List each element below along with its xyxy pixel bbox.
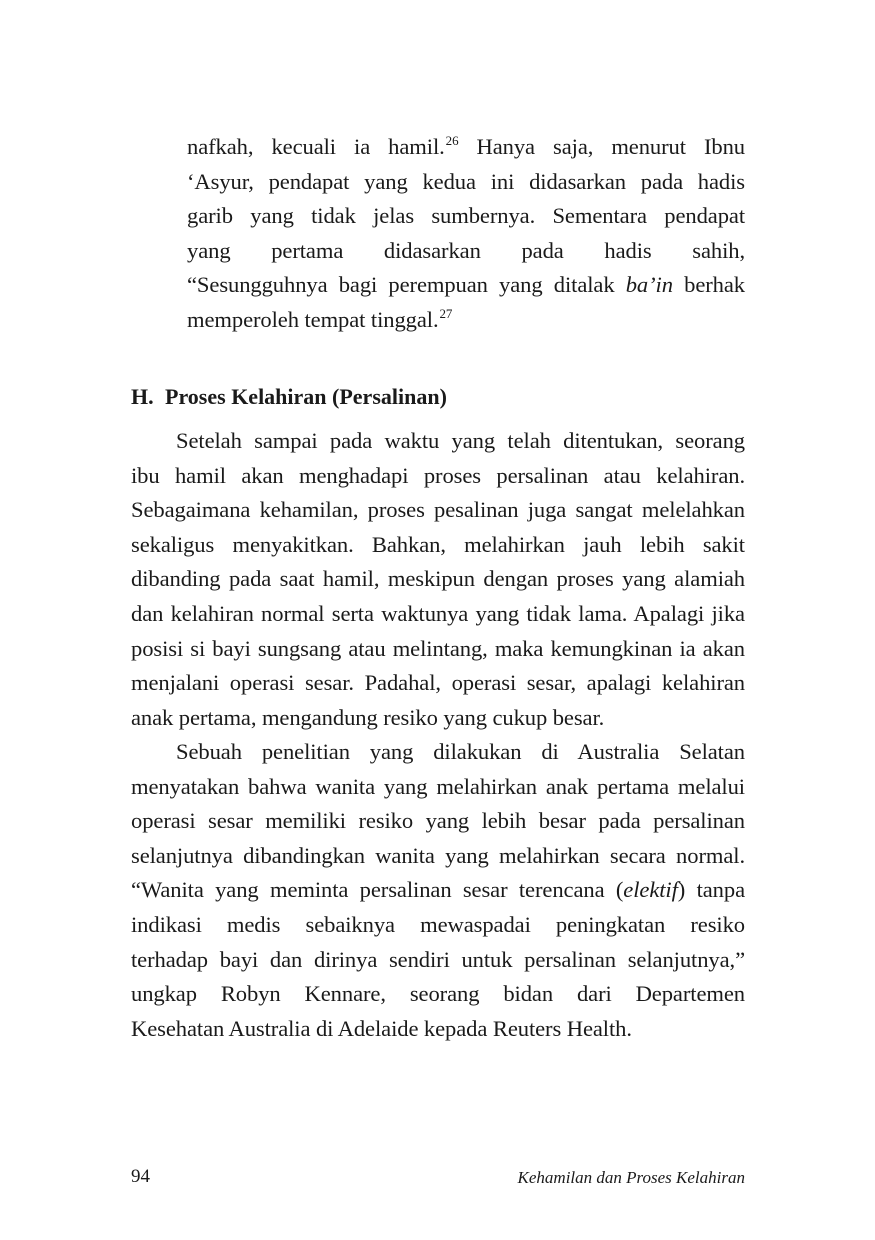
- body-paragraph-2: [131, 735, 745, 1046]
- text-line: [131, 943, 745, 978]
- text-line: [187, 303, 745, 338]
- text-segment: dibanding pada saat hamil, meskipun dengan proses yang alamiah: [131, 566, 745, 592]
- section-heading: [131, 380, 447, 414]
- text-line: [131, 770, 745, 805]
- text-segment: Hanya saja, menurut Ibnu: [458, 134, 745, 159]
- text-line: [187, 234, 745, 269]
- text-segment: ) tanpa: [677, 877, 745, 903]
- footnote-reference: 26: [445, 133, 459, 148]
- text-segment: menjalani operasi sesar. Padahal, operasi sesar, apalagi kelahiran: [131, 670, 745, 696]
- text-segment: Sebuah penelitian yang dilakukan di Australia Selatan: [176, 739, 745, 764]
- text-line: [131, 804, 745, 839]
- text-segment: ibu hamil akan menghadapi proses persalinan atau kelahiran.: [131, 462, 745, 488]
- text-segment: sekaligus menyakitkan. Bahkan, melahirkan jauh lebih sakit: [131, 531, 745, 557]
- text-line: [131, 562, 745, 597]
- running-title: Kehamilan dan Proses Kelahiran: [517, 1168, 745, 1187]
- text-segment: ‘Asyur, pendapat yang kedua ini didasarkan pada hadis: [187, 168, 745, 194]
- text-segment: selanjutnya dibandingkan wanita yang melahirkan secara normal.: [131, 842, 745, 868]
- text-line: [187, 130, 745, 165]
- text-line: [187, 199, 745, 234]
- text-line: [131, 597, 745, 632]
- text-segment: yang pertama didasarkan pada hadis sahih,: [187, 237, 745, 263]
- text-segment: memperoleh tempat tinggal.: [187, 306, 439, 332]
- text-segment: “Sesungguhnya bagi perempuan yang ditalak: [187, 272, 626, 298]
- footnote-reference: 27: [439, 305, 453, 321]
- italic-term: ba’in: [625, 272, 673, 298]
- text-line: [131, 1012, 745, 1047]
- text-line: [131, 908, 745, 943]
- text-line: [131, 632, 745, 667]
- text-line: [131, 493, 745, 528]
- text-segment: “Wanita yang meminta persalinan sesar terencana (: [131, 877, 624, 903]
- text-segment: garib yang tidak jelas sumbernya. Sementara pendapat: [187, 203, 745, 229]
- text-line: [131, 735, 745, 770]
- text-line: [131, 459, 745, 494]
- text-line: [187, 165, 745, 200]
- page-footer: [131, 1166, 745, 1196]
- page-number: 94: [131, 1166, 150, 1187]
- text-line: [131, 424, 745, 459]
- text-segment: indikasi medis sebaiknya mewaspadai peningkatan resiko: [131, 911, 745, 937]
- text-segment: operasi sesar memiliki resiko yang lebih besar pada persalinan: [131, 808, 745, 834]
- continued-indented-paragraph: [187, 130, 745, 338]
- text-line: [187, 268, 745, 303]
- text-line: [131, 701, 745, 736]
- text-segment: nafkah, kecuali ia hamil.: [187, 134, 445, 159]
- section-title: Proses Kelahiran (Persalinan): [165, 384, 447, 409]
- text-line: [131, 977, 745, 1012]
- text-segment: posisi si bayi sungsang atau melintang, maka kemungkinan ia akan: [131, 635, 745, 661]
- italic-term: elektif: [623, 877, 678, 903]
- section-number: H.: [131, 384, 154, 409]
- text-segment: ungkap Robyn Kennare, seorang bidan dari Departemen: [131, 981, 745, 1007]
- text-segment: Setelah sampai pada waktu yang telah ditentukan, seorang: [176, 428, 745, 453]
- text-line: [131, 528, 745, 563]
- text-segment: anak pertama, mengandung resiko yang cukup besar.: [131, 704, 605, 730]
- text-segment: menyatakan bahwa wanita yang melahirkan anak pertama melalui: [131, 773, 745, 799]
- text-line: [131, 666, 745, 701]
- text-segment: Sebagaimana kehamilan, proses pesalinan juga sangat melelahkan: [131, 497, 745, 523]
- text-segment: Kesehatan Australia di Adelaide kepada Reuters Health.: [131, 1015, 632, 1041]
- text-segment: berhak: [672, 272, 745, 298]
- text-segment: terhadap bayi dan dirinya sendiri untuk persalinan selanjutnya,”: [131, 946, 745, 972]
- text-line: [131, 839, 745, 874]
- text-line: [131, 873, 745, 908]
- body-paragraph-1: [131, 424, 745, 735]
- text-segment: dan kelahiran normal serta waktunya yang tidak lama. Apalagi jika: [131, 600, 745, 626]
